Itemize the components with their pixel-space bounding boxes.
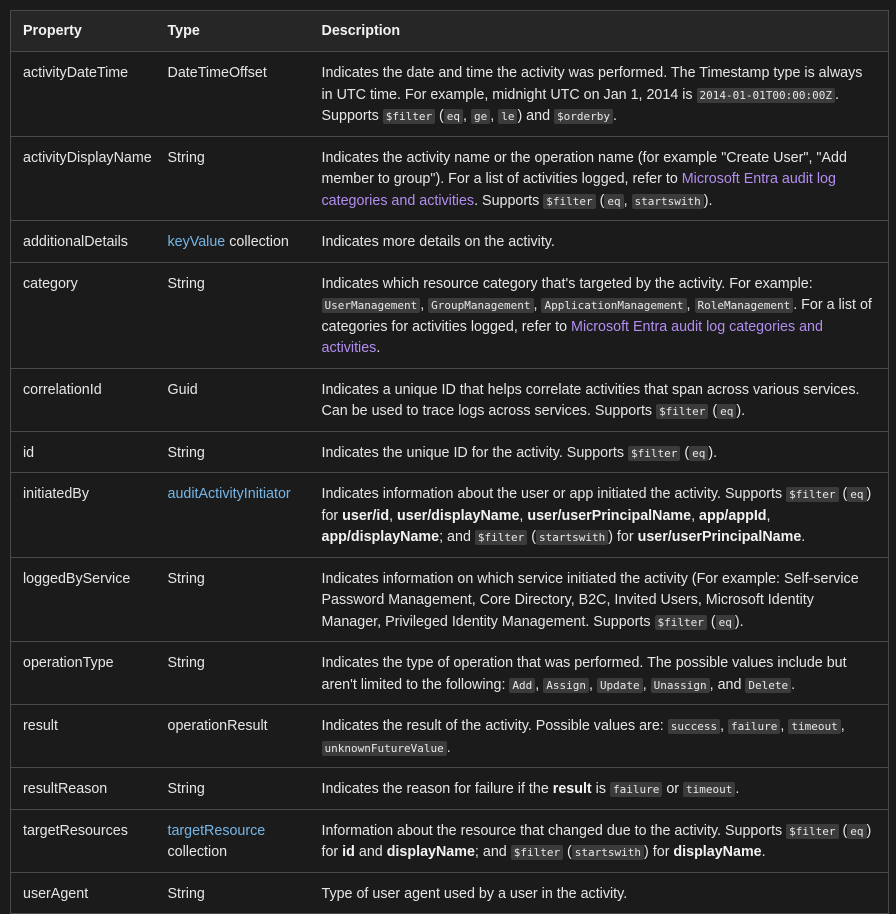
- property-type: keyValue collection: [156, 221, 310, 263]
- table-row: [11, 431, 889, 473]
- table-row: [11, 872, 889, 914]
- table-row: [11, 473, 889, 558]
- table-header-row: [11, 11, 889, 52]
- property-description: Indicates which resource category that's targeted by the activity. For example: UserManagement , GroupManagement , ApplicationManagement , RoleManagement . For a list of categories for activities logged, refer to Microsoft Entra audit log categories and activities.: [310, 262, 889, 368]
- property-name: loggedByService: [11, 557, 156, 642]
- property-description: Indicates the reason for failure if the result is failure or timeout .: [310, 768, 889, 810]
- audit-categories-link[interactable]: Microsoft Entra audit log categories and activities: [321, 171, 836, 209]
- property-type: String: [156, 642, 310, 705]
- header-property: Property: [11, 11, 156, 52]
- property-type: String: [156, 262, 310, 368]
- table-row: [11, 809, 889, 872]
- property-name: id: [11, 431, 156, 473]
- property-name: resultReason: [11, 768, 156, 810]
- property-type: String: [156, 136, 310, 221]
- table-row: [11, 136, 889, 221]
- property-type: String: [156, 557, 310, 642]
- property-name: result: [11, 705, 156, 768]
- properties-table: [10, 10, 889, 914]
- property-name: operationType: [11, 642, 156, 705]
- table-row: [11, 262, 889, 368]
- property-description: Indicates the result of the activity. Possible values are: success , failure , timeout , unknownFutureValue .: [310, 705, 889, 768]
- target-resource-type-link[interactable]: targetResource: [167, 822, 266, 839]
- property-type: operationResult: [156, 705, 310, 768]
- property-name: targetResources: [11, 809, 156, 872]
- table-row: [11, 642, 889, 705]
- property-description: Information about the resource that changed due to the activity. Supports $filter ( eq ) for id and displayName; and $filter ( startswith ) for displayName.: [310, 809, 889, 872]
- table-row: [11, 705, 889, 768]
- property-name: initiatedBy: [11, 473, 156, 558]
- property-type: String: [156, 872, 310, 914]
- property-description: Indicates information about the user or app initiated the activity. Supports $filter ( eq ) for user/id, user/displayName, user/userPrincipalName, app/appId, app/displayName; and $filter ( startswith ) for user/userPrincipalName.: [310, 473, 889, 558]
- property-description: Indicates a unique ID that helps correlate activities that span across various services. Can be used to trace logs across services. Supports $filter ( eq ).: [310, 368, 889, 431]
- property-name: correlationId: [11, 368, 156, 431]
- property-type: Guid: [156, 368, 310, 431]
- audit-categories-link[interactable]: Microsoft Entra audit log categories and activities: [321, 318, 823, 356]
- property-description: Indicates the type of operation that was performed. The possible values include but aren't limited to the following: Add , Assign , Update , Unassign , and Delete .: [310, 642, 889, 705]
- property-description: Indicates the activity name or the operation name (for example "Create User", "Add member to group"). For a list of activities logged, refer to Microsoft Entra audit log categories and activities. Supports $filter ( eq , startswith ).: [310, 136, 889, 221]
- property-name: userAgent: [11, 872, 156, 914]
- table-row: [11, 221, 889, 263]
- property-description: Indicates more details on the activity.: [310, 221, 889, 263]
- table-row: [11, 768, 889, 810]
- table-row: [11, 52, 889, 137]
- property-type: [156, 473, 310, 558]
- property-name: activityDisplayName: [11, 136, 156, 221]
- property-type: String: [156, 431, 310, 473]
- property-name: additionalDetails: [11, 221, 156, 263]
- keyvalue-type-link[interactable]: keyValue: [167, 234, 226, 250]
- initiator-type-link[interactable]: auditActivityInitiator: [167, 486, 291, 502]
- table-row: [11, 557, 889, 642]
- property-description: Indicates the date and time the activity was performed. The Timestamp type is always in UTC time. For example, midnight UTC on Jan 1, 2014 is 2014-01-01T00:00:00Z . Supports $filter ( eq , ge , le ) and $orderby .: [310, 52, 889, 137]
- property-description: Type of user agent used by a user in the activity.: [310, 872, 889, 914]
- property-type: targetResource collection: [156, 809, 310, 872]
- property-name: category: [11, 262, 156, 368]
- table-row: [11, 368, 889, 431]
- property-description: Indicates the unique ID for the activity. Supports $filter ( eq ).: [310, 431, 889, 473]
- header-type: Type: [156, 11, 310, 52]
- property-type: String: [156, 768, 310, 810]
- property-description: Indicates information on which service initiated the activity (For example: Self-service Password Management, Core Directory, B2C, Invited Users, Microsoft Identity Manager, Privileged Identity Management. Supports $filter ( eq ).: [310, 557, 889, 642]
- property-type: DateTimeOffset: [156, 52, 310, 137]
- header-description: Description: [310, 11, 889, 52]
- property-name: activityDateTime: [11, 52, 156, 137]
